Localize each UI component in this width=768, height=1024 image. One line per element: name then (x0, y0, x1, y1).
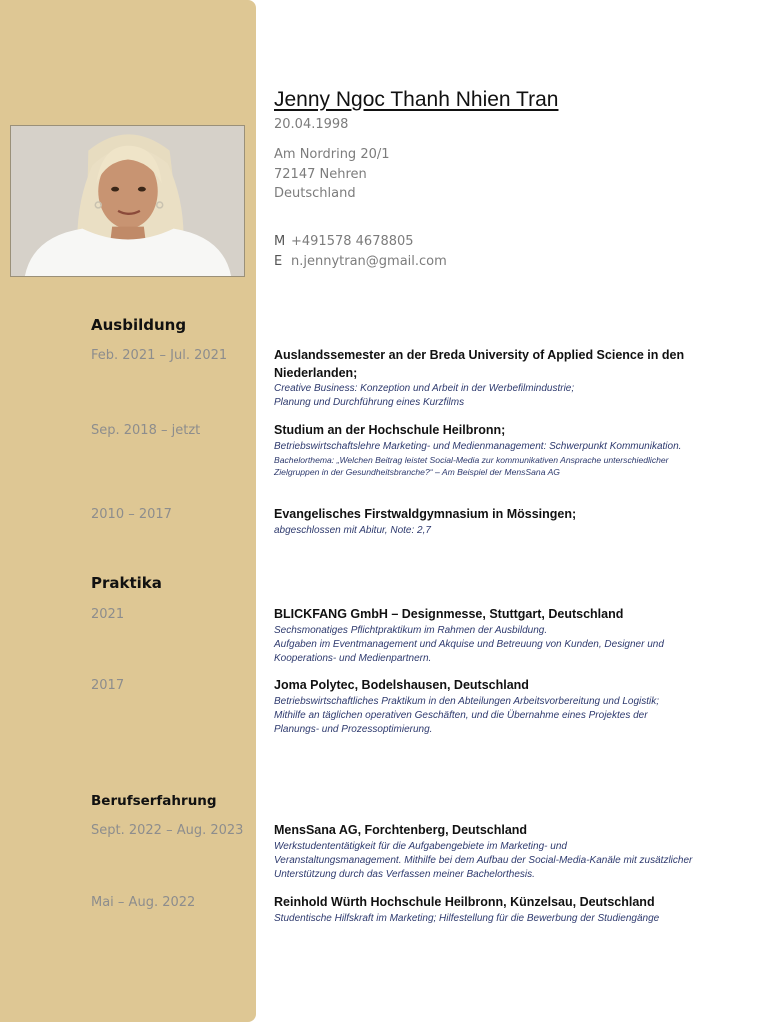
education-desc-1b: Planung und Durchführung eines Kurzfilms (274, 397, 465, 408)
experience-date-2: Mai – Aug. 2022 (91, 895, 196, 910)
internship-title-1: BLICKFANG GmbH – Designmesse, Stuttgart, Deutschland (274, 607, 624, 621)
address-city: 72147 Nehren (274, 166, 367, 182)
education-date-1: Feb. 2021 – Jul. 2021 (91, 348, 228, 363)
education-desc-2b: Bachelorthema: „Welchen Beitrag leistet Social-Media zur kommunikativen Ansprache unterschiedlicher Zielgruppen in der Gesundheitsbranche?“ – Am Beispiel der MensSana AG (274, 454, 669, 477)
education-title-1: Auslandssemester an der Breda University of Applied Science in den Niederlanden; (274, 348, 685, 380)
internship-desc-1a: Sechsmonatiges Pflichtpraktikum im Rahmen der Ausbildung. (274, 624, 548, 636)
birthdate: 20.04.1998 (274, 117, 349, 132)
internship-desc-2a: Betriebswirtschaftliches Praktikum in den Abteilungen Arbeitsvorbereitung und Logistik; (274, 695, 660, 707)
phone-label: M (274, 234, 286, 249)
education-date-2: Sep. 2018 – jetzt (91, 423, 201, 438)
experience-entry-2 (274, 894, 694, 926)
education-desc-1a: Creative Business: Konzeption und Arbeit in der Werbefilmindustrie; (274, 383, 575, 394)
person-name: Jenny Ngoc Thanh Nhien Tran (274, 88, 559, 111)
internship-entry-1 (274, 606, 694, 666)
internship-title-2: Joma Polytec, Bodelshausen, Deutschland (274, 678, 529, 692)
experience-desc-1a: Werkstudententätigkeit für die Aufgabengebiete im Marketing- und Veranstaltungsmanagement. Mithilfe bei dem Aufbau der Social-Media-Kanäle mit zusätzlicher Unterstützung durch das Verfassen meiner Bachelorthesis. (274, 840, 693, 880)
section-title-education: Ausbildung (91, 316, 187, 334)
email-label: E (274, 254, 283, 269)
experience-entry-1 (274, 822, 694, 882)
internship-date-2: 2017 (91, 678, 125, 693)
internship-entry-2 (274, 677, 694, 737)
education-entry-2 (274, 422, 694, 478)
education-entry-3 (274, 506, 694, 538)
section-title-internships: Praktika (91, 574, 162, 592)
education-title-2: Studium an der Hochschule Heilbronn; (274, 423, 506, 437)
education-date-3: 2010 – 2017 (91, 507, 172, 522)
experience-desc-2a: Studentische Hilfskraft im Marketing; Hilfestellung für die Bewerbung der Studiengänge (274, 912, 660, 924)
internship-date-1: 2021 (91, 607, 125, 622)
experience-title-1: MensSana AG, Forchtenberg, Deutschland (274, 823, 528, 837)
experience-title-2: Reinhold Würth Hochschule Heilbronn, Künzelsau, Deutschland (274, 895, 655, 909)
address-street: Am Nordring 20/1 (274, 147, 390, 162)
phone-row (274, 232, 447, 252)
education-entry-1 (274, 347, 694, 410)
education-title-3: Evangelisches Firstwaldgymnasium in Mössingen; (274, 507, 577, 521)
phone-number[interactable]: +491578 4678805 (291, 234, 414, 249)
section-title-experience: Berufserfahrung (91, 793, 217, 809)
address-block (274, 145, 390, 204)
experience-date-1: Sept. 2022 – Aug. 2023 (91, 823, 244, 838)
internship-desc-2b: Mithilfe an täglichen operativen Geschäften, und die Übernahme eines Projektes der Planungs- und Prozessoptimierung. (274, 709, 648, 735)
contact-block (274, 232, 447, 272)
profile-photo (10, 125, 245, 277)
email-row (274, 252, 447, 272)
address-country: Deutschland (274, 186, 356, 201)
email-address[interactable]: n.jennytran@gmail.com (291, 254, 447, 269)
education-desc-3a: abgeschlossen mit Abitur, Note: 2,7 (274, 524, 431, 536)
internship-desc-1b: Aufgaben im Eventmanagement und Akquise und Betreuung von Kunden, Designer und Kooperations- und Medienpartnern. (274, 638, 664, 664)
education-desc-2a: Betriebswirtschaftslehre Marketing- und Medienmanagement: Schwerpunkt Kommunikation. (274, 440, 682, 452)
